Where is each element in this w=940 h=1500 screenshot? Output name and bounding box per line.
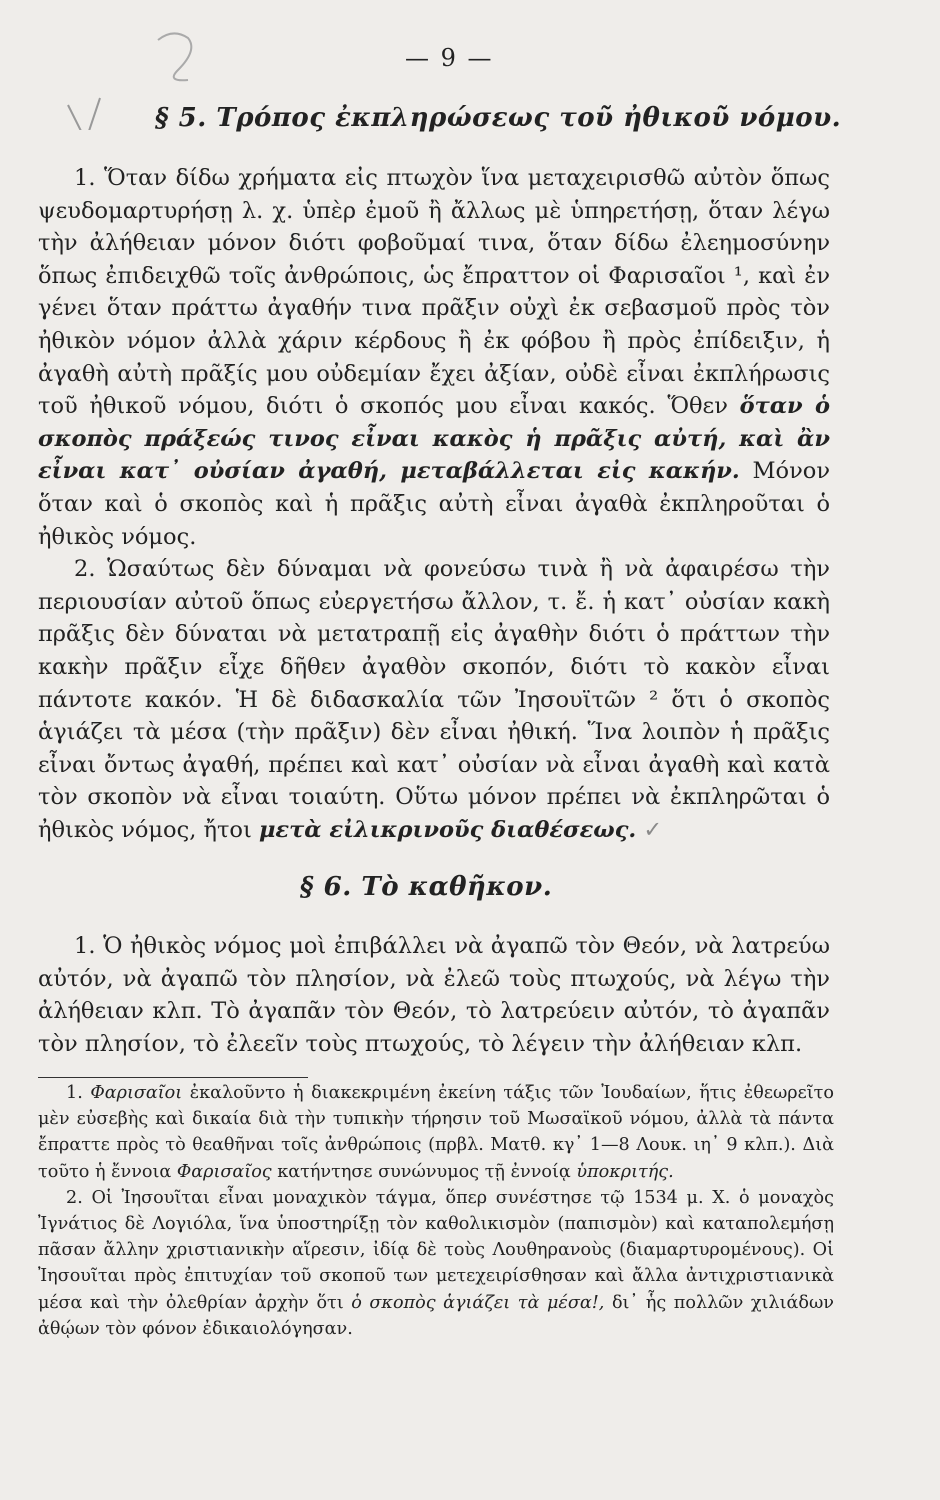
- page-number: — 9 —: [405, 44, 494, 72]
- footnotes: [38, 1080, 834, 1342]
- footnote-text: 2. Οἱ Ἰησουῖται εἶναι μοναχικὸν τάγμα, ὅπερ συνέστησε τῷ 1534 μ. Χ. ὁ μοναχὸς Ἰγνάτιος δὲ Λογιόλα, ἵνα ὑποστηρίξῃ τὸν καθολικισμὸν (παπισμὸν) καὶ καταπολεμήσῃ πᾶσαν ἄλλην χριστιανικὴν αἵρεσιν, ἰδίᾳ δὲ τοὺς Λουθηρανοὺς (διαμαρτυρομένους). Οἱ Ἰησουῖται πρὸς ἐπιτυχίαν τοῦ σκοποῦ των μετεχειρίσθησαν καὶ ἄλλα ἀντιχριστιανικὰ μέσα καὶ τὴν ὀλεθρίαν ἀρχὴν ὅτι: [38, 1187, 834, 1313]
- section-6-body: [38, 930, 830, 1060]
- footnote-text: ἐκαλοῦντο ἡ διακεκριμένη ἐκείνη τάξις τῶν Ἰουδαίων, ἥτις ἐθεωρεῖτο μὲν εὐσεβὴς καὶ δικαία διὰ τὴν τυπικὴν τήρησιν τοῦ Μωσαϊκοῦ νόμου, ἀλλὰ τὰ πάντα ἔπραττε πρὸς τὸ θεαθῆναι τοῖς ἀνθρώποις (πρβλ. Ματθ. κγ᾽ 1—8 Λουκ. ιη᾽ 9 κλπ.). Διὰ τοῦτο ἡ ἔννοια: [38, 1083, 834, 1182]
- emphasis-text: ὅταν ὁ σκοπὸς πράξεώς τινος εἶναι κακὸς ἡ πρᾶξις αὐτή, καὶ ἂν εἶναι κατ᾽ οὐσίαν ἀγαθή, μεταβάλλεται εἰς κακήν.: [38, 393, 830, 485]
- section-5-paragraph-2: [38, 553, 830, 846]
- footnote-1: [38, 1080, 834, 1185]
- pencil-check-mark: ✓: [643, 816, 663, 843]
- footnote-term: ὑποκριτής.: [576, 1161, 674, 1182]
- section-5-paragraph-1: [38, 162, 830, 553]
- footnote-term: Φαρισαῖοι: [90, 1083, 183, 1103]
- footnote-divider: [38, 1077, 308, 1078]
- footnote-term: ὁ σκοπὸς ἁγιάζει τὰ μέσα!,: [351, 1292, 605, 1313]
- emphasis-text: μετὰ εἰλικρινοῦς διαθέσεως.: [258, 816, 637, 843]
- footnote-term: Φαρισαῖος: [176, 1161, 272, 1182]
- section-6-heading: § 6. Τὸ καθῆκον.: [300, 872, 553, 902]
- section-5-heading: § 5. Τρόπος ἐκπληρώσεως τοῦ ἠθικοῦ νόμου.: [155, 103, 842, 133]
- paragraph-text: Μόνον ὅταν καὶ ὁ σκοπὸς καὶ ἡ πρᾶξις αὐτὴ εἶναι ἀγαθὰ ἐκπληροῦται ὁ ἠθικὸς νόμος.: [38, 458, 830, 550]
- footnote-2: [38, 1185, 834, 1342]
- footnote-text: δι᾽ ἧς πολλῶν χιλιάδων ἀθῴων τὸν φόνον ἐδικαιολόγησαν.: [38, 1292, 834, 1339]
- footnote-text: κατήντησε συνώνυμος τῇ ἐννοίᾳ: [271, 1161, 577, 1182]
- footnote-number: 1.: [66, 1083, 91, 1103]
- section-6-paragraph-1: 1. Ὁ ἠθικὸς νόμος μοὶ ἐπιβάλλει νὰ ἀγαπῶ τὸν Θεόν, νὰ λατρεύω αὐτόν, νὰ ἀγαπῶ τὸν πλησίον, νὰ ἐλεῶ τοὺς πτωχούς, νὰ λέγω τὴν ἀλήθειαν κλπ. Τὸ ἀγαπᾶν τὸν Θεόν, τὸ λατρεύειν αὐτόν, τὸ ἀγαπᾶν τὸν πλησίον, τὸ ἐλεεῖν τοὺς πτωχούς, τὸ λέγειν τὴν ἀλήθειαν κλπ.: [38, 933, 830, 1057]
- section-5-body: [38, 162, 830, 846]
- paragraph-text: 1. Ὅταν δίδω χρήματα εἰς πτωχὸν ἵνα μεταχειρισθῶ αὐτὸν ὅπως ψευδομαρτυρήσῃ λ. χ. ὑπὲρ ἐμοῦ ἢ ἄλλως μὲ ὑπηρετήσῃ, ὅταν λέγω τὴν ἀλήθειαν μόνον διότι φοβοῦμαί τινα, ὅταν δίδω ἐλεημοσύνην ὅπως ἐπιδειχθῶ τοῖς ἀνθρώποις, ὡς ἔπραττον οἱ Φαρισαῖοι ¹, καὶ ἐν γένει ὅταν πράττω ἀγαθήν τινα πρᾶξιν οὐχὶ ἐκ σεβασμοῦ πρὸς τὸν ἠθικὸν νόμον ἀλλὰ χάριν κέρδους ἢ ἐκ φόβου ἢ πρὸς ἐπίδειξιν, ἡ ἀγαθὴ αὐτὴ πρᾶξίς μου οὐδεμίαν ἔχει ἀξίαν, οὐδὲ εἶναι ἐκπλήρωσις τοῦ ἠθικοῦ νόμου, διότι ὁ σκοπός μου εἶναι κακός. Ὅθεν: [38, 165, 830, 420]
- paragraph-text: 2. Ὡσαύτως δὲν δύναμαι νὰ φονεύσω τινὰ ἢ νὰ ἀφαιρέσω τὴν περιουσίαν αὐτοῦ ὅπως εὐεργετήσω ἄλλον, τ. ἔ. ἡ κατ᾽ οὐσίαν κακὴ πρᾶξις δὲν δύναται νὰ μετατραπῇ εἰς ἀγαθὴν διότι ὁ πράττων τὴν κακὴν πρᾶξιν εἶχε δῆθεν ἀγαθὸν σκοπόν, διότι τὸ κακὸν εἶναι πάντοτε κακόν. Ἡ δὲ διδασκαλία τῶν Ἰησουϊτῶν ² ὅτι ὁ σκοπὸς ἁγιάζει τὰ μέσα (τὴν πρᾶξιν) δὲν εἶναι ἠθική. Ἵνα λοιπὸν ἡ πρᾶξις εἶναι ὄντως ἀγαθή, πρέπει καὶ κατ᾽ οὐσίαν νὰ εἶναι ἀγαθὴ καὶ κατὰ τὸν σκοπὸν νὰ εἶναι τοιαύτη. Οὕτω μόνον πρέπει νὰ ἐκπληρῶται ὁ ἠθικὸς νόμος, ἤτοι: [38, 556, 830, 843]
